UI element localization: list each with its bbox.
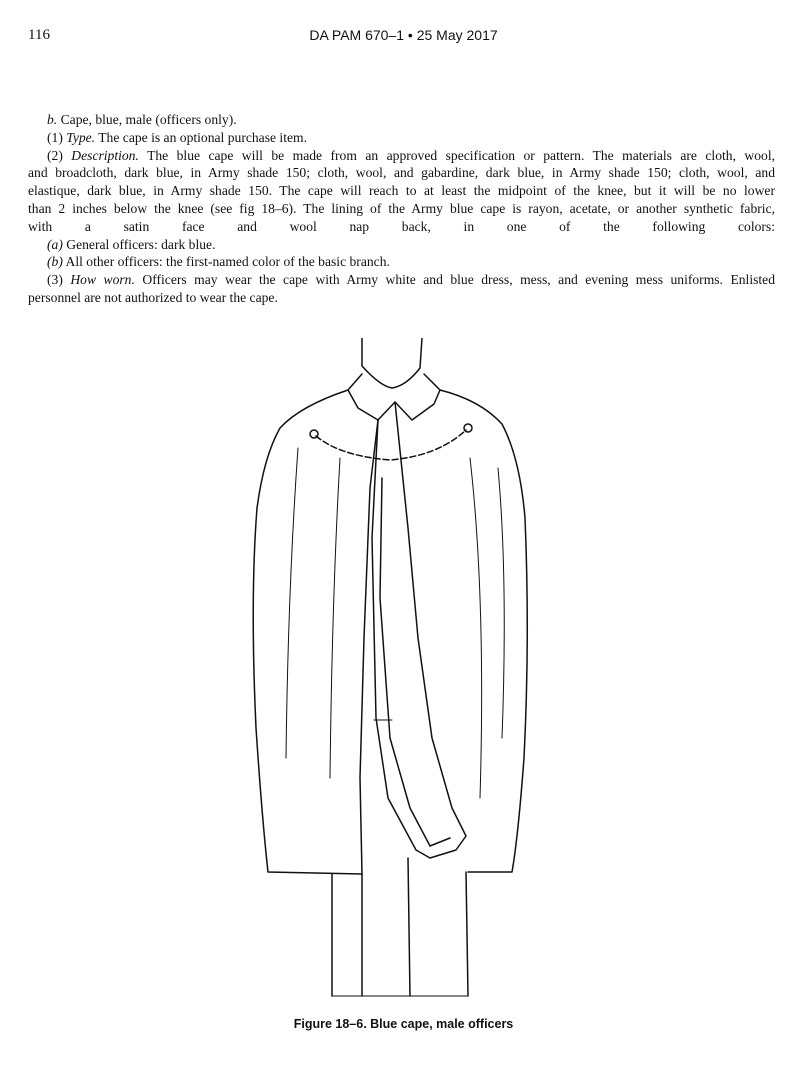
item-a-label: (a) [47,236,63,252]
heading-letter: b. [47,112,58,127]
type-label: Type. [66,129,96,145]
chain-left-hook [310,430,318,438]
cape-left-edge [253,390,362,874]
cape-illustration [240,338,540,1003]
type-text: The cape is an optional purchase item. [98,129,307,145]
page-number: 116 [28,27,50,43]
paragraph-b-heading [28,111,775,129]
cape-lining-inner [380,478,450,846]
fold-line [286,448,298,758]
type-number: (1) [47,129,63,145]
fold-line [498,468,504,738]
cape-lining-fold [372,402,466,858]
how-worn-text-1: Officers may wear the cape with Army white and blue dress, mess, and evening mess uniforms. Enlisted [142,272,775,288]
figure-caption: Figure 18–6. Blue cape, male officers [293,1017,514,1031]
item-a-text: General officers: dark blue. [66,236,216,252]
paragraph-description-line2: and broadcloth, dark blue, in Army shade 150; cloth, wool, and gabardine, dark blue, in Army shade 150; cloth, wool, and [28,165,775,181]
paragraph-type [28,129,775,147]
paragraph-how-worn-line2: personnel are not authorized to wear the cape. [28,289,278,305]
cape-right-edge [440,390,527,872]
list-item-b [28,253,775,271]
description-label: Description. [71,147,139,163]
chain-closure [316,430,466,460]
fold-line [330,458,340,778]
fold-line [470,458,482,798]
description-number: (2) [47,147,63,163]
collar [348,374,440,420]
running-head: DA PAM 670–1 • 25 May 2017 [309,27,498,43]
heading-text: Cape, blue, male (officers only). [60,112,237,127]
right-leg [408,858,468,996]
paragraph-how-worn-line1 [28,271,775,289]
description-text-1: The blue cape will be made from an approved specification or pattern. The materials are cloth, wool, [147,147,775,163]
paragraph-description-line1 [28,147,775,165]
cape-front-edge [360,420,378,874]
how-worn-number: (3) [47,272,63,288]
paragraph-description-line3: elastique, dark blue, in Army shade 150. The cape will reach to at least the midpoint of the knee, but it will be no lower [28,183,775,199]
list-item-a [28,236,775,254]
item-b-text: All other officers: the first-named color of the basic branch. [65,254,390,270]
neck-outline [362,338,422,388]
paragraph-description-line5: with a satin face and wool nap back, in one of the following colors: [28,218,775,234]
how-worn-label: How worn. [70,272,135,288]
paragraph-description-line4: than 2 inches below the knee (see fig 18–6). The lining of the Army blue cape is rayon, acetate, or another synthetic fabric, [28,200,775,216]
chain-right-hook [464,424,472,432]
item-b-label: (b) [47,254,63,270]
body-text [28,111,775,307]
left-leg [332,874,362,996]
